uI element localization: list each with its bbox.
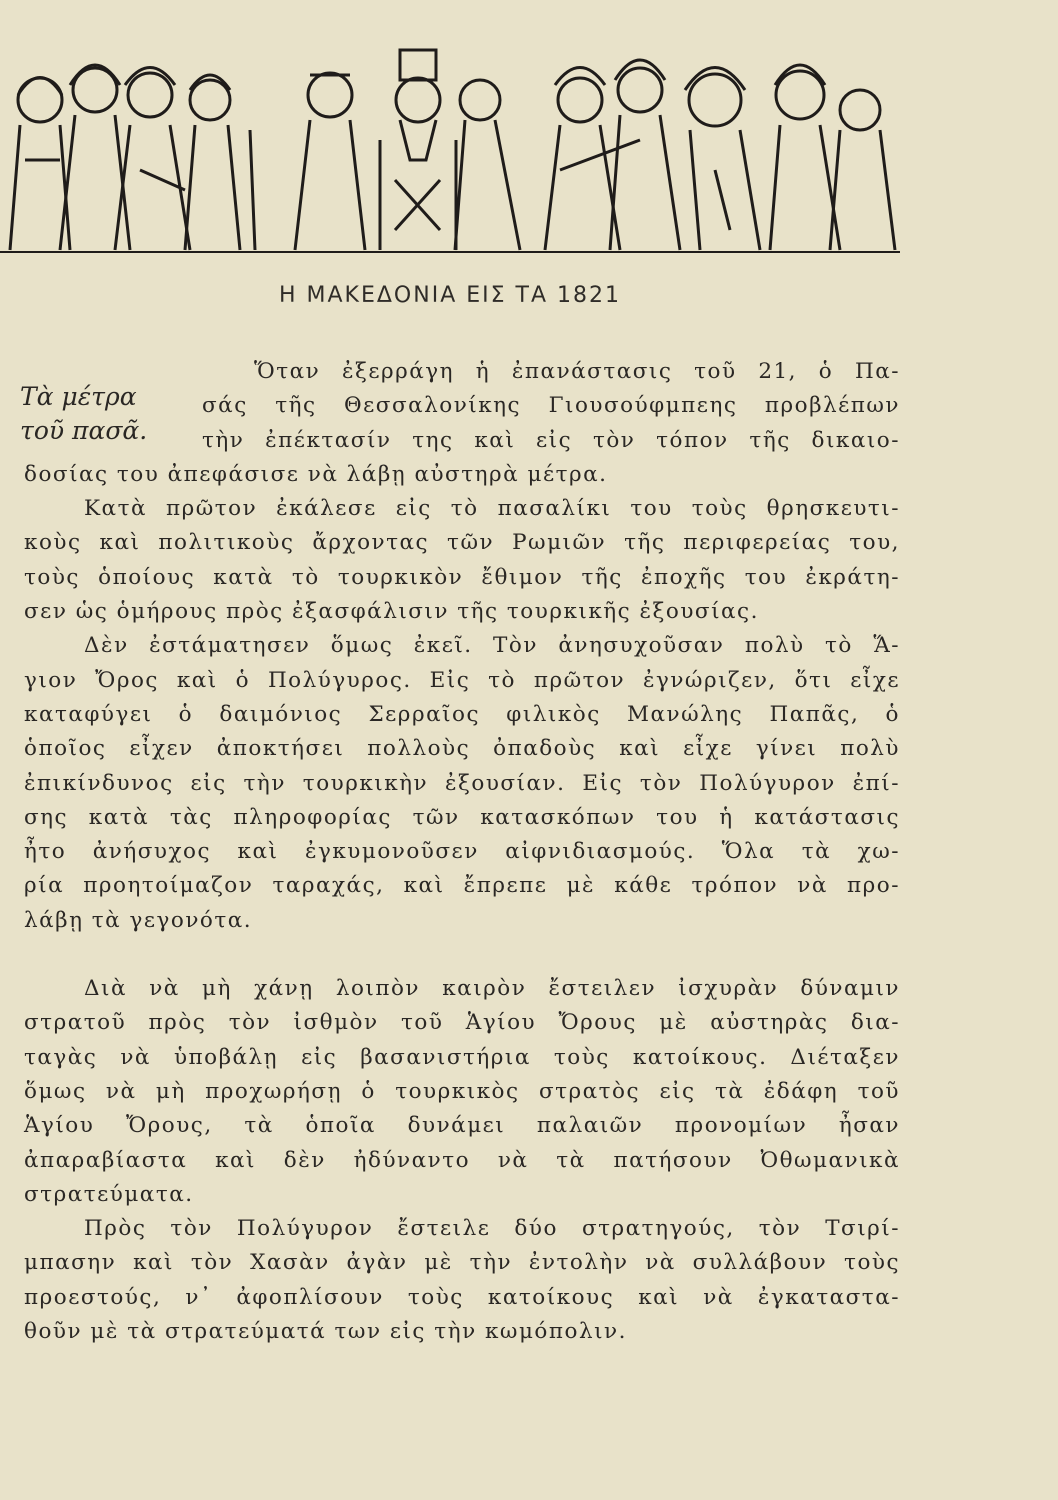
header-illustration <box>0 30 900 260</box>
text-line: Ἁγίου Ὄρους, τὰ ὁποῖα δυνάμει παλαιῶν προνομίων ἦσαν <box>24 1113 900 1139</box>
text-line: ἦτο ἀνήσυχος καὶ ἐγκυμονοῦσεν αἰφνιδιασμούς. Ὅλα τὰ χω- <box>24 839 900 865</box>
text-line: σης κατὰ τὰς πληροφορίας τῶν κατασκόπων του ἡ κατάστασις <box>24 804 900 830</box>
figure-group-center <box>295 50 520 250</box>
text-line: ρία προητοίμαζον ταραχάς, καὶ ἔπρεπε μὲ κάθε τρόπον νὰ προ- <box>24 873 900 899</box>
text-line: ὅμως νὰ μὴ προχωρήσῃ ὁ τουρκικὸς στρατὸς εἰς τὰ ἐδάφη τοῦ <box>24 1078 900 1104</box>
text-line: ἐπικίνδυνος εἰς τὴν τουρκικὴν ἐξουσίαν. Εἰς τὸν Πολύγυρον ἐπί- <box>24 770 900 796</box>
text-line: προεστούς, ν᾿ ἀφοπλίσουν τοὺς κατοίκους καὶ νὰ ἐγκαταστα- <box>24 1284 900 1310</box>
text-line: τοὺς ὁποίους κατὰ τὸ τουρκικὸν ἔθιμον τῆς ἐποχῆς του ἐκράτη- <box>24 564 900 590</box>
margin-note-line: τοῦ πασᾶ. <box>20 416 148 446</box>
text-line: κοὺς καὶ πολιτικοὺς ἄρχοντας τῶν Ρωμιῶν τῆς περιφερείας του, <box>24 530 900 556</box>
text-line: τὴν ἐπέκτασίν της καὶ εἰς τὸν τόπον τῆς δικαιο- <box>202 427 900 453</box>
text-line: μπασην καὶ τὸν Χασὰν ἀγὰν μὲ τὴν ἐντολὴν νὰ συλλάβουν τοὺς <box>24 1250 900 1276</box>
text-line: σάς τῆς Θεσσαλονίκης Γιουσούφμπεης προβλέπων <box>202 393 900 419</box>
text-line: λάβῃ τὰ γεγονότα. <box>24 907 253 933</box>
text-line: Δὲν ἐστάματησεν ὅμως ἐκεῖ. Τὸν ἀνησυχοῦσαν πολὺ τὸ Ἅ- <box>84 633 900 659</box>
paragraph-gap <box>24 938 900 972</box>
body-text <box>24 355 900 1349</box>
text-line: γιον Ὄρος καὶ ὁ Πολύγυρος. Εἰς τὸ πρῶτον ἐγνώριζεν, ὅτι εἶχε <box>24 667 900 693</box>
margin-note-line: Τὰ μέτρα <box>20 382 137 411</box>
text-line: δοσίας του ἀπεφάσισε νὰ λάβῃ αὐστηρὰ μέτρα. <box>24 461 608 487</box>
text-line: ταγὰς νὰ ὑποβάλῃ εἰς βασανιστήρια τοὺς κατοίκους. Διέταξεν <box>24 1044 900 1070</box>
text-line: Πρὸς τὸν Πολύγυρον ἔστειλε δύο στρατηγούς, τὸν Τσιρί- <box>84 1216 900 1242</box>
text-line: θοῦν μὲ τὰ στρατεύματά των εἰς τὴν κωμόπολιν. <box>24 1319 627 1345</box>
text-line: καταφύγει ὁ δαιμόνιος Σερραῖος φιλικὸς Μανώλης Παπᾶς, ὁ <box>24 701 900 727</box>
text-line: ὁποῖος εἶχεν ἀποκτήσει πολλοὺς ὀπαδοὺς καὶ εἶχε γίνει πολὺ <box>24 736 900 762</box>
text-line: στρατεύματα. <box>24 1181 194 1207</box>
text-line: Κατὰ πρῶτον ἐκάλεσε εἰς τὸ πασαλίκι του τοὺς θρησκευτι- <box>84 496 900 522</box>
text-line: ἀπαραβίαστα καὶ δὲν ἠδύναντο νὰ τὰ πατήσουν Ὀθωμανικὰ <box>24 1147 900 1173</box>
text-line: σεν ὡς ὁμήρους πρὸς ἐξασφάλισιν τῆς τουρκικῆς ἐξουσίας. <box>24 599 759 625</box>
text-line: στρατοῦ πρὸς τὸν ἰσθμὸν τοῦ Ἁγίου Ὄρους μὲ αὐστηρὰς δια- <box>24 1010 900 1036</box>
text-line: Διὰ νὰ μὴ χάνῃ λοιπὸν καιρὸν ἔστειλεν ἰσχυρὰν δύναμιν <box>84 976 900 1002</box>
figure-group-left <box>10 65 255 250</box>
figure-group-right <box>545 60 895 250</box>
page-title: Η ΜΑΚΕΔΟΝΙΑ ΕΙΣ ΤΑ 1821 <box>278 283 621 308</box>
text-line: Ὅταν ἐξερράγη ἡ ἐπανάστασις τοῦ 21, ὁ Πα- <box>254 359 900 384</box>
